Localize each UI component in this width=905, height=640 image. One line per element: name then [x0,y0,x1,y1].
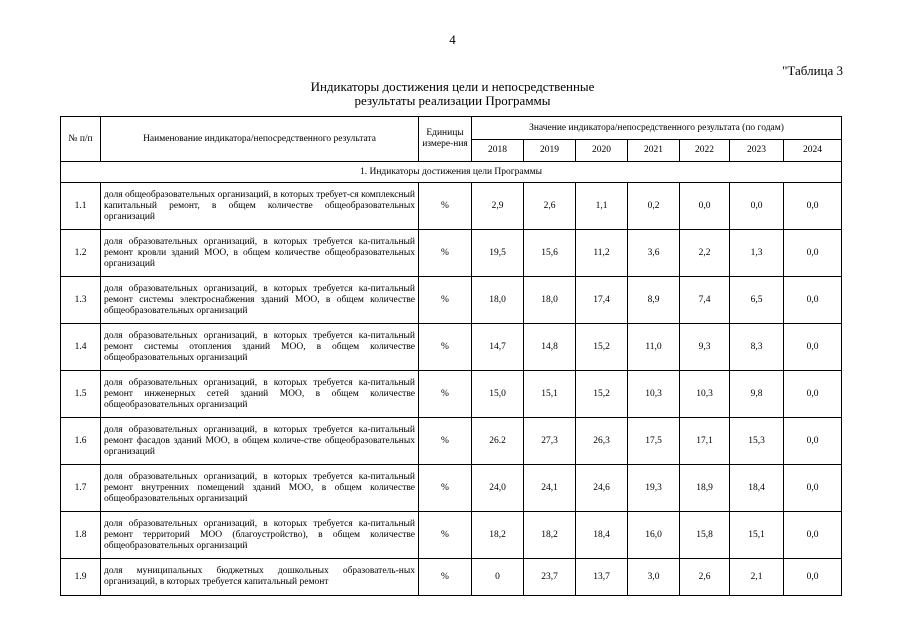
row-number: 1.3 [61,277,101,324]
page-number: 4 [449,32,456,47]
value-cell: 18,9 [680,465,730,512]
value-cell: 11,2 [576,230,628,277]
value-cell: 0,0 [784,230,842,277]
value-cell: 18,0 [472,277,524,324]
value-cell: 0,0 [784,512,842,559]
value-cell: 11,0 [628,324,680,371]
table-row [61,512,842,559]
header-year: 2018 [472,140,524,162]
value-cell: 15,0 [472,371,524,418]
value-cell: 3,6 [628,230,680,277]
header-year: 2022 [680,140,730,162]
table-row [61,418,842,465]
unit-cell: % [419,418,472,465]
table-row [61,277,842,324]
value-cell: 15,2 [576,371,628,418]
value-cell: 0 [472,559,524,596]
value-cell: 1,1 [576,183,628,230]
title-line-2: результаты реализации Программы [354,93,551,108]
value-cell: 10,3 [628,371,680,418]
header-year: 2020 [576,140,628,162]
value-cell: 24,6 [576,465,628,512]
indicators-table [60,116,842,596]
value-cell: 2,2 [680,230,730,277]
value-cell: 0,0 [784,559,842,596]
header-num: № п/п [61,117,101,162]
table-row [61,465,842,512]
header-year: 2021 [628,140,680,162]
value-cell: 17,1 [680,418,730,465]
value-cell: 3,0 [628,559,680,596]
header-year: 2023 [730,140,784,162]
row-number: 1.9 [61,559,101,596]
value-cell: 0,0 [730,183,784,230]
value-cell: 17,5 [628,418,680,465]
value-cell: 15,6 [524,230,576,277]
table-label: "Таблица 3 [782,63,843,78]
value-cell: 0,0 [784,371,842,418]
row-number: 1.7 [61,465,101,512]
value-cell: 15,2 [576,324,628,371]
header-name: Наименование индикатора/непосредственного результата [101,117,419,162]
value-cell: 27,3 [524,418,576,465]
table-row [61,371,842,418]
value-cell: 24,1 [524,465,576,512]
value-cell: 17,4 [576,277,628,324]
header-row [61,117,842,140]
value-cell: 14,8 [524,324,576,371]
value-cell: 0,2 [628,183,680,230]
indicator-name: доля образовательных организаций, в которых требуется ка-питальный ремонт системы отопления зданий МОО, в общем количестве общеобразовательных организаций [101,324,419,371]
value-cell: 15,1 [524,371,576,418]
header-year: 2019 [524,140,576,162]
value-cell: 24,0 [472,465,524,512]
value-cell: 15,3 [730,418,784,465]
section-title: 1. Индикаторы достижения цели Программы [61,162,842,183]
unit-cell: % [419,465,472,512]
header-value-group: Значение индикатора/непосредственного результата (по годам) [472,117,842,140]
table-row [61,324,842,371]
row-number: 1.6 [61,418,101,465]
value-cell: 26,3 [576,418,628,465]
value-cell: 0,0 [784,183,842,230]
value-cell: 2,1 [730,559,784,596]
document-title [0,80,905,108]
indicator-name: доля общеобразовательных организаций, в которых требует-ся комплексный капитальный ремонт, в общем количестве общеобразовательных организаций [101,183,419,230]
value-cell: 6,5 [730,277,784,324]
value-cell: 15,8 [680,512,730,559]
value-cell: 0,0 [784,465,842,512]
unit-cell: % [419,559,472,596]
value-cell: 16,0 [628,512,680,559]
unit-cell: % [419,277,472,324]
unit-cell: % [419,512,472,559]
row-number: 1.4 [61,324,101,371]
indicator-name: доля образовательных организаций, в которых требуется ка-питальный ремонт кровли зданий МОО, в общем количестве общеобразовательных организаций [101,230,419,277]
value-cell: 8,9 [628,277,680,324]
value-cell: 23,7 [524,559,576,596]
header-unit: Единицы измере-ния [419,117,472,162]
value-cell: 10,3 [680,371,730,418]
indicator-name: доля образовательных организаций, в которых требуется ка-питальный ремонт внутренних помещений зданий МОО, в общем количестве общеобразовательных организаций [101,465,419,512]
value-cell: 18,2 [472,512,524,559]
title-line-1: Индикаторы достижения цели и непосредственные [310,79,595,94]
row-number: 1.1 [61,183,101,230]
value-cell: 0,0 [784,277,842,324]
value-cell: 0,0 [784,418,842,465]
section-row [61,162,842,183]
table-row [61,183,842,230]
indicator-name: доля образовательных организаций, в которых требуется ка-питальный ремонт фасадов зданий МОО, в общем количе-стве общеобразовательных организаций [101,418,419,465]
value-cell: 15,1 [730,512,784,559]
value-cell: 19,3 [628,465,680,512]
indicator-name: доля образовательных организаций, в которых требуется ка-питальный ремонт системы электроснабжения зданий МОО, в общем количестве общеобразовательных организаций [101,277,419,324]
unit-cell: % [419,230,472,277]
value-cell: 0,0 [680,183,730,230]
row-number: 1.2 [61,230,101,277]
unit-cell: % [419,324,472,371]
value-cell: 1,3 [730,230,784,277]
header-year: 2024 [784,140,842,162]
unit-cell: % [419,371,472,418]
value-cell: 19,5 [472,230,524,277]
row-number: 1.8 [61,512,101,559]
value-cell: 2,6 [680,559,730,596]
value-cell: 2,9 [472,183,524,230]
value-cell: 0,0 [784,324,842,371]
table-row [61,230,842,277]
value-cell: 18,4 [576,512,628,559]
value-cell: 26.2 [472,418,524,465]
value-cell: 18,2 [524,512,576,559]
value-cell: 8,3 [730,324,784,371]
unit-cell: % [419,183,472,230]
value-cell: 18,4 [730,465,784,512]
table-row [61,559,842,596]
value-cell: 2,6 [524,183,576,230]
value-cell: 14,7 [472,324,524,371]
value-cell: 9,3 [680,324,730,371]
row-number: 1.5 [61,371,101,418]
indicator-name: доля образовательных организаций, в которых требуется ка-питальный ремонт инженерных сетей зданий МОО, в общем количестве общеобразовательных организаций [101,371,419,418]
value-cell: 18,0 [524,277,576,324]
value-cell: 9,8 [730,371,784,418]
value-cell: 13,7 [576,559,628,596]
indicator-name: доля образовательных организаций, в которых требуется ка-питальный ремонт территорий МОО (благоустройство), в общем количестве общеобразовательных организаций [101,512,419,559]
value-cell: 7,4 [680,277,730,324]
indicator-name: доля муниципальных бюджетных дошкольных образователь-ных организаций, в которых требуется капитальный ремонт [101,559,419,596]
